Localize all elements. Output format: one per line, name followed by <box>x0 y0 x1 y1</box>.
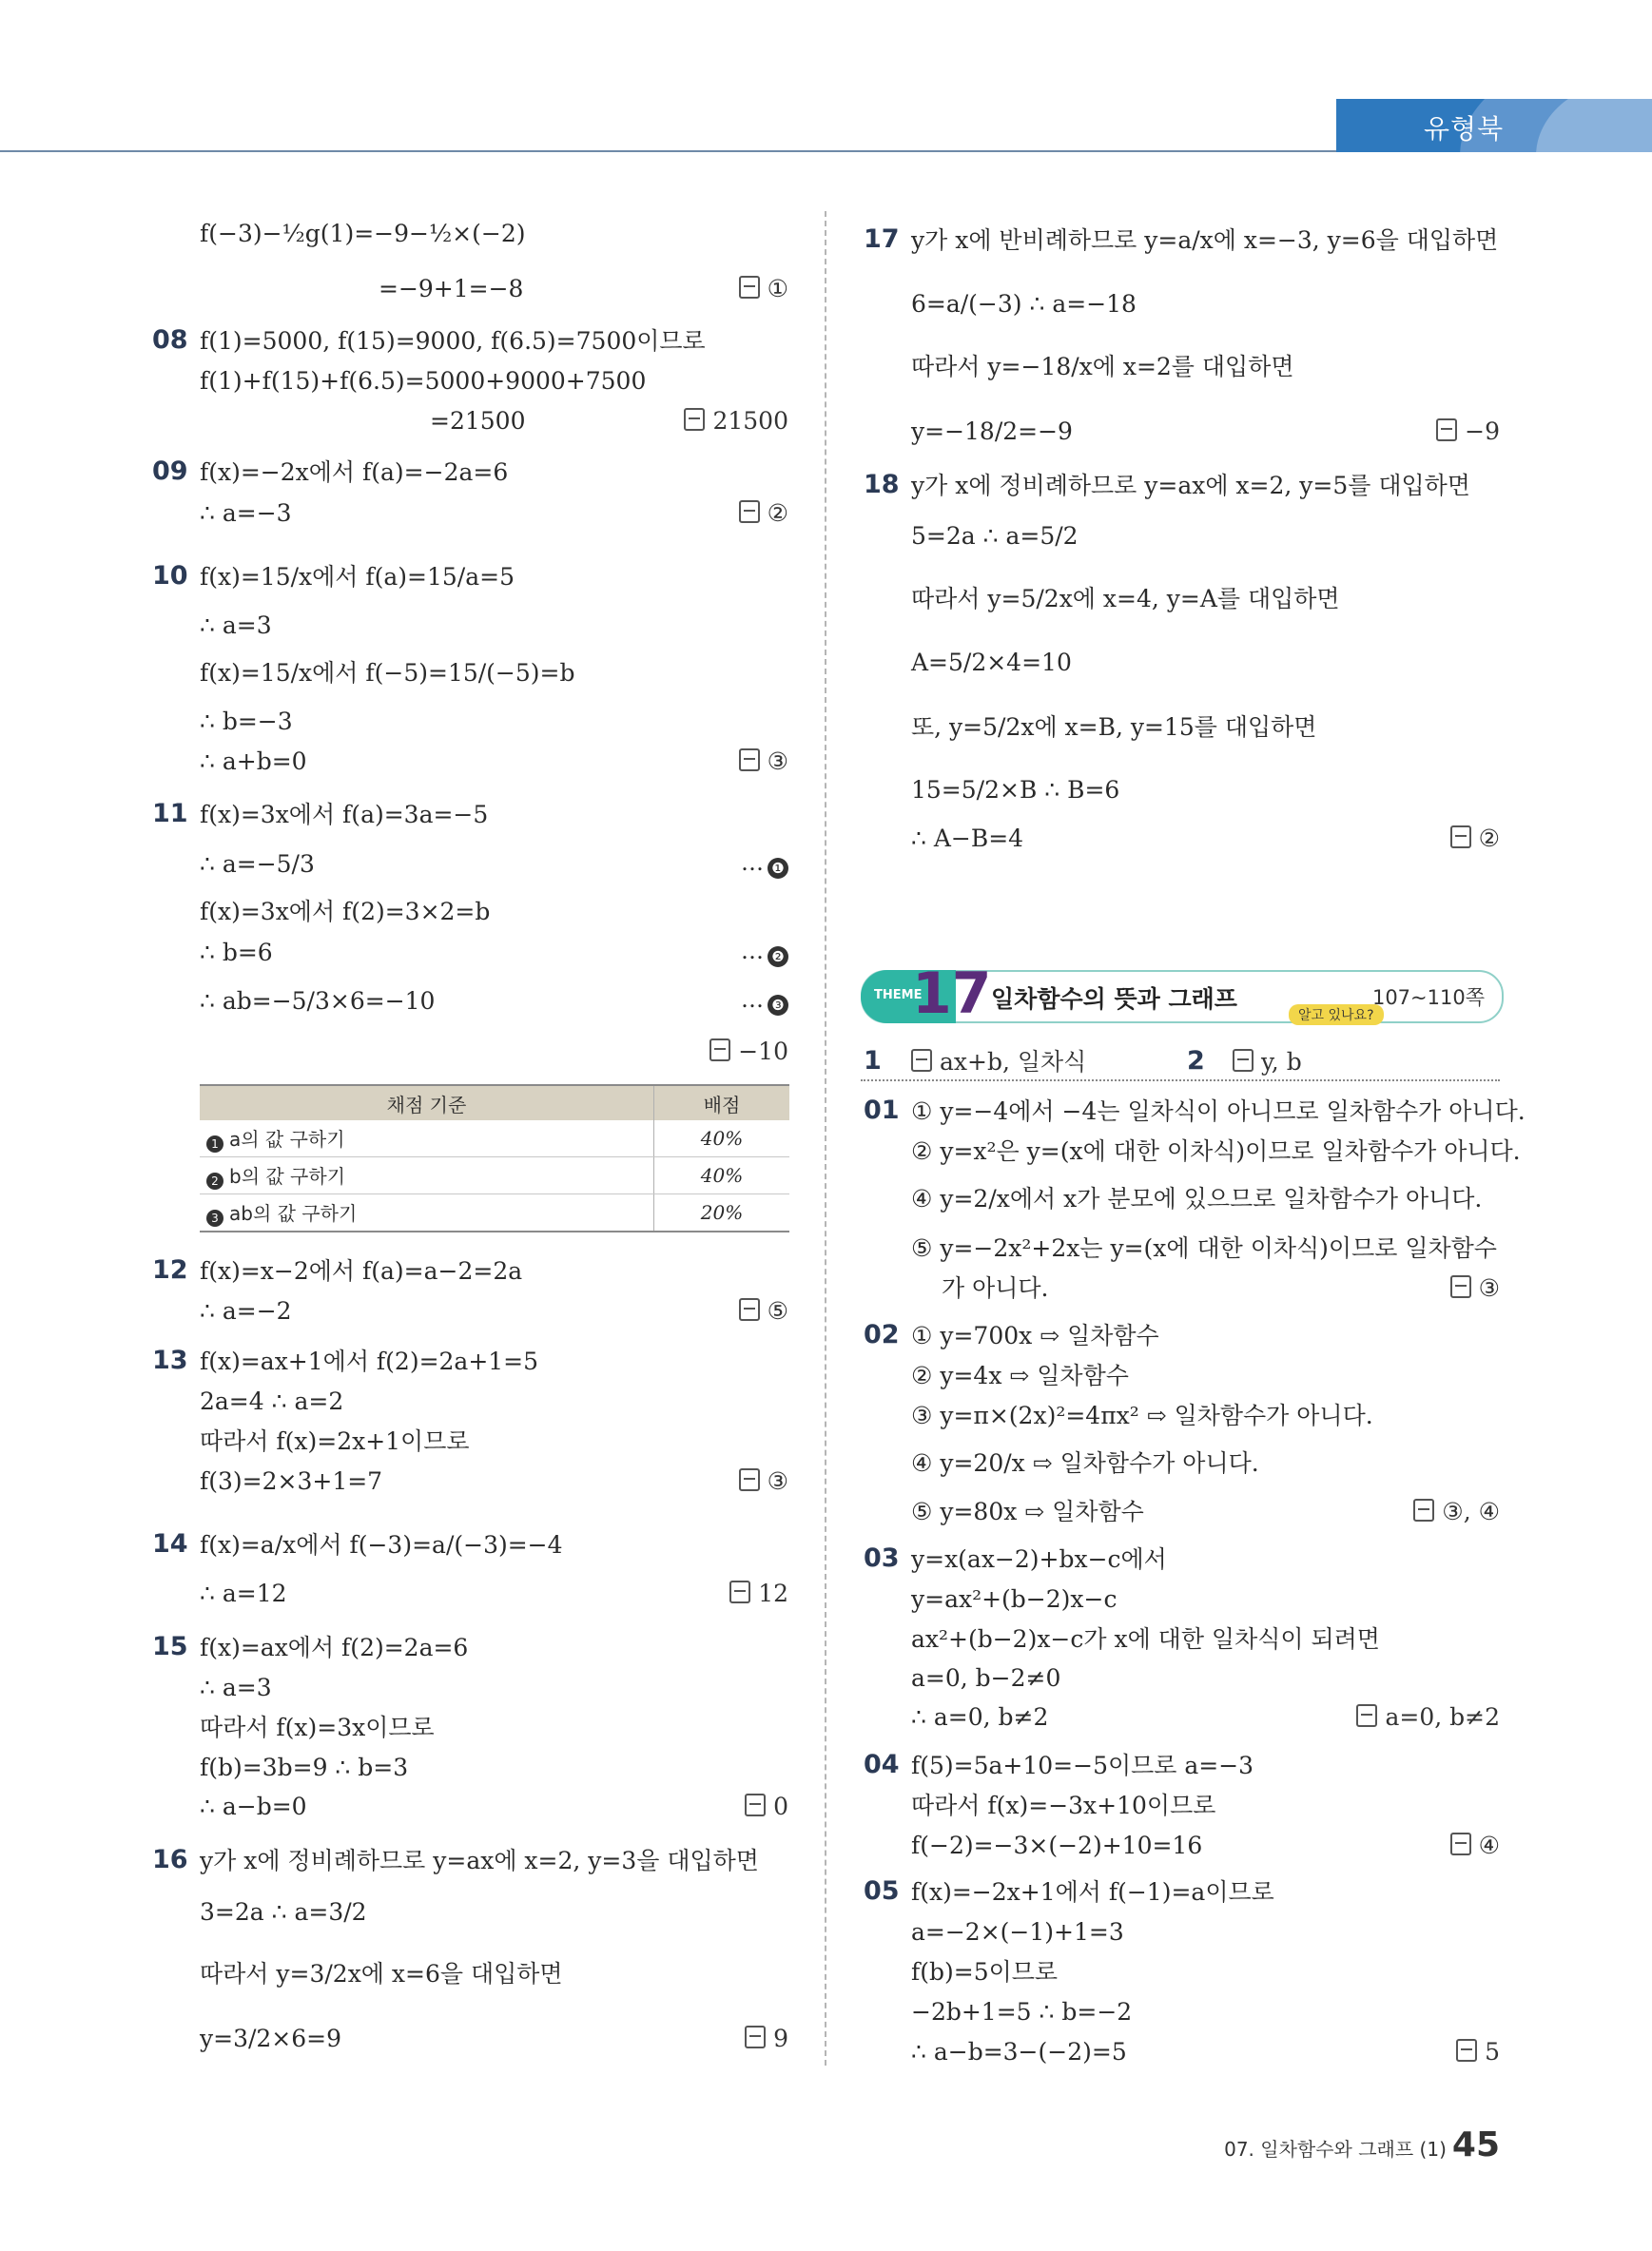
solution-line: y가 x에 반비례하므로 y=a/x에 x=−3, y=6을 대입하면 <box>911 226 1499 254</box>
answer-icon <box>745 1794 766 1816</box>
column-divider <box>825 211 826 2066</box>
answer-icon <box>729 1581 750 1603</box>
theme-title: 일차함수의 뜻과 그래프 <box>991 985 1237 1013</box>
solution-line: 2a=4 ∴ a=2 <box>200 1387 344 1415</box>
solution-line: ∴ a=−5/3 <box>200 850 315 878</box>
solution-line: y=ax²+(b−2)x−c <box>911 1585 1118 1613</box>
solution-line: f(x)=x−2에서 f(a)=a−2=2a <box>200 1257 523 1285</box>
solution-line: f(x)=−2x에서 f(a)=−2a=6 <box>200 458 509 486</box>
scoring-points: 20% <box>654 1194 790 1232</box>
solution-line: 3=2a ∴ a=3/2 <box>200 1898 367 1926</box>
step-ellipsis: … <box>741 938 764 964</box>
step-ellipsis: … <box>741 849 764 876</box>
answer-mark <box>1450 1831 1500 1861</box>
answer-mark <box>709 1037 788 1067</box>
criterion-label: ab의 값 구하기 <box>229 1202 358 1225</box>
answer-mark <box>729 1579 788 1609</box>
solution-line: f(5)=5a+10=−5이므로 a=−3 <box>911 1752 1254 1779</box>
scoring-criterion <box>200 1194 654 1232</box>
answer-mark <box>745 1792 788 1822</box>
solution-line: f(x)=−2x+1에서 f(−1)=a이므로 <box>911 1878 1274 1906</box>
answer-value: y, b <box>1261 1048 1302 1076</box>
problem-number: 09 <box>152 456 188 486</box>
answer-mark <box>911 1047 1086 1077</box>
step-number-icon: ❷ <box>768 946 788 967</box>
solution-line: ∴ a=3 <box>200 1674 272 1701</box>
solution-line: 가 아니다. <box>942 1274 1049 1302</box>
solution-line: ① y=−4에서 −4는 일차식이 아니므로 일차함수가 아니다. <box>911 1097 1526 1125</box>
answer-mark <box>1456 2037 1500 2067</box>
answer-mark <box>739 747 788 777</box>
solution-line: ∴ a=−2 <box>200 1297 292 1325</box>
step-ellipsis: … <box>741 986 764 1013</box>
answer-mark <box>1450 1273 1500 1304</box>
problem-number: 01 <box>864 1096 900 1125</box>
solution-line: ② y=x²은 y=(x에 대한 이차식)이므로 일차함수가 아니다. <box>911 1137 1521 1165</box>
solution-line: ∴ b=−3 <box>200 708 293 735</box>
solution-line: ⑤ y=−2x²+2x는 y=(x에 대한 이차식)이므로 일차함수 <box>911 1234 1497 1262</box>
step-number-icon: 3 <box>206 1210 224 1227</box>
scoring-criterion <box>200 1157 654 1194</box>
answer-value: ③, ④ <box>1442 1498 1500 1525</box>
solution-line: ∴ a−b=0 <box>200 1793 307 1820</box>
problem-number: 1 <box>864 1046 882 1076</box>
solution-line: ③ y=π×(2x)²=4πx² ⇨ 일차함수가 아니다. <box>911 1402 1373 1429</box>
solution-line: f(b)=3b=9 ∴ b=3 <box>200 1754 409 1781</box>
answer-icon <box>739 1298 760 1321</box>
answer-value: 9 <box>773 2025 788 2052</box>
answer-mark <box>1356 1702 1500 1733</box>
solution-line: y=−18/2=−9 <box>911 417 1073 445</box>
answer-mark <box>739 274 788 304</box>
answer-icon <box>1450 1833 1471 1855</box>
solution-line: 5=2a ∴ a=5/2 <box>911 522 1079 550</box>
theme-badge-label: THEME <box>874 988 923 1002</box>
problem-number: 17 <box>864 224 900 254</box>
step-marker <box>741 938 788 967</box>
scoring-table <box>200 1084 789 1232</box>
solution-line: =21500 <box>430 407 526 435</box>
solution-line: ④ y=2/x에서 x가 분모에 있으므로 일차함수가 아니다. <box>911 1185 1483 1213</box>
answer-icon <box>1450 825 1471 848</box>
solution-line: A=5/2×4=10 <box>911 649 1072 676</box>
answer-value: a=0, b≠2 <box>1385 1703 1500 1731</box>
answer-mark <box>1436 417 1500 447</box>
solution-line: ∴ b=6 <box>200 939 273 966</box>
solution-line: ∴ a−b=3−(−2)=5 <box>911 2038 1127 2066</box>
solution-line: ∴ a=3 <box>200 611 272 639</box>
answer-icon <box>1413 1499 1434 1522</box>
chapter-title: 07. 일차함수와 그래프 (1) <box>1224 2138 1447 2161</box>
solution-line: ① y=700x ⇨ 일차함수 <box>911 1322 1159 1349</box>
answer-value: ② <box>1478 825 1500 852</box>
answer-icon <box>739 748 760 771</box>
solution-line: f(x)=ax에서 f(2)=2a=6 <box>200 1634 469 1661</box>
solution-line: 따라서 f(x)=2x+1이므로 <box>200 1427 470 1455</box>
solution-line: 따라서 f(x)=−3x+10이므로 <box>911 1792 1216 1819</box>
answer-value: ② <box>767 499 788 527</box>
problem-number: 18 <box>864 470 900 499</box>
page-footer <box>1224 2125 1500 2164</box>
answer-value: ③ <box>1478 1274 1500 1302</box>
solution-line: f(−2)=−3×(−2)+10=16 <box>911 1832 1203 1859</box>
solution-line: f(x)=ax+1에서 f(2)=2a+1=5 <box>200 1348 539 1375</box>
answer-value: ax+b, 일차식 <box>940 1048 1087 1076</box>
scoring-row <box>200 1157 789 1194</box>
solution-line: f(x)=3x에서 f(2)=3×2=b <box>200 898 491 925</box>
answer-value: 5 <box>1485 2038 1500 2066</box>
answer-icon <box>1356 1704 1377 1727</box>
problem-number: 13 <box>152 1346 188 1375</box>
scoring-header-row <box>200 1085 789 1120</box>
theme-pages: 107~110쪽 <box>1371 986 1485 1009</box>
theme-number: 17 <box>912 961 992 1027</box>
answer-mark <box>739 1296 788 1327</box>
answer-value: 21500 <box>712 407 788 435</box>
answer-value: ③ <box>767 747 788 775</box>
problem-number: 16 <box>152 1845 188 1874</box>
solution-line: f(x)=15/x에서 f(a)=15/a=5 <box>200 563 515 591</box>
solution-line: y=x(ax−2)+bx−c에서 <box>911 1545 1167 1573</box>
answer-value: ⑤ <box>767 1297 788 1325</box>
solution-line: f(x)=15/x에서 f(−5)=15/(−5)=b <box>200 659 575 687</box>
scoring-points: 40% <box>654 1157 790 1194</box>
solution-line: f(3)=2×3+1=7 <box>200 1467 383 1495</box>
solution-line: 6=a/(−3) ∴ a=−18 <box>911 290 1137 318</box>
solution-line: a=−2×(−1)+1=3 <box>911 1918 1124 1946</box>
answer-value: 12 <box>758 1580 788 1607</box>
answer-mark <box>739 1466 788 1497</box>
answer-icon <box>1233 1049 1254 1072</box>
criterion-label: a의 값 구하기 <box>229 1128 345 1151</box>
answer-icon <box>709 1038 730 1061</box>
step-number-icon: 2 <box>206 1173 224 1190</box>
answer-icon <box>745 2026 766 2048</box>
header-rule <box>0 150 1336 152</box>
solution-line: ② y=4x ⇨ 일차함수 <box>911 1362 1129 1389</box>
section-divider <box>861 1079 1500 1081</box>
solution-line: =−9+1=−8 <box>379 275 524 302</box>
solution-line: 따라서 f(x)=3x이므로 <box>200 1714 435 1741</box>
problem-number: 05 <box>864 1876 900 1906</box>
scoring-row <box>200 1194 789 1232</box>
page-number: 45 <box>1451 2125 1500 2164</box>
problem-number: 02 <box>864 1320 900 1349</box>
scoring-criterion <box>200 1120 654 1157</box>
step-number-icon: ❸ <box>768 995 788 1016</box>
answer-value: ③ <box>767 1467 788 1495</box>
solution-line: ∴ a=−3 <box>200 499 292 527</box>
theme-pill: 알고 있나요? <box>1289 1004 1384 1025</box>
answer-icon <box>1436 418 1457 441</box>
problem-number: 04 <box>864 1750 900 1779</box>
solution-line: 따라서 y=5/2x에 x=4, y=A를 대입하면 <box>911 585 1340 612</box>
answer-value: −10 <box>738 1038 788 1065</box>
problem-number: 14 <box>152 1529 188 1559</box>
step-marker <box>741 986 788 1016</box>
problem-number: 2 <box>1187 1046 1205 1076</box>
step-number-icon: ❶ <box>768 858 788 879</box>
solution-line: 15=5/2×B ∴ B=6 <box>911 776 1120 804</box>
solution-line: f(−3)−½g(1)=−9−½×(−2) <box>200 220 526 247</box>
scoring-row <box>200 1120 789 1157</box>
solution-line: f(x)=3x에서 f(a)=3a=−5 <box>200 801 489 828</box>
solution-line: f(1)=5000, f(15)=9000, f(6.5)=7500이므로 <box>200 327 706 355</box>
problem-number: 03 <box>864 1543 900 1573</box>
section-tab <box>1336 99 1652 152</box>
answer-mark <box>1413 1497 1500 1527</box>
step-number-icon: 1 <box>206 1135 224 1153</box>
solution-line: ∴ A−B=4 <box>911 825 1024 852</box>
solution-line: f(x)=a/x에서 f(−3)=a/(−3)=−4 <box>200 1531 563 1559</box>
answer-icon <box>1456 2039 1477 2062</box>
solution-line: a=0, b−2≠0 <box>911 1664 1061 1692</box>
section-tab-label: 유형북 <box>1424 113 1505 145</box>
solution-line: ∴ ab=−5/3×6=−10 <box>200 987 436 1015</box>
solution-line: ④ y=20/x ⇨ 일차함수가 아니다. <box>911 1449 1259 1477</box>
answer-mark <box>745 2024 788 2054</box>
answer-icon <box>684 408 705 431</box>
solution-line: 따라서 y=−18/x에 x=2를 대입하면 <box>911 353 1294 380</box>
answer-value: ① <box>767 275 788 302</box>
solution-line: y=3/2×6=9 <box>200 2025 342 2052</box>
answer-mark <box>739 498 788 529</box>
solution-line: f(1)+f(15)+f(6.5)=5000+9000+7500 <box>200 367 647 395</box>
solution-line: 또, y=5/2x에 x=B, y=15를 대입하면 <box>911 713 1317 741</box>
scoring-points: 40% <box>654 1120 790 1157</box>
problem-number: 15 <box>152 1632 188 1661</box>
solution-line: ⑤ y=80x ⇨ 일차함수 <box>911 1498 1144 1525</box>
answer-icon <box>739 1468 760 1491</box>
problem-number: 08 <box>152 325 188 355</box>
answer-icon <box>739 276 760 299</box>
answer-icon <box>739 500 760 523</box>
solution-line: ∴ a=12 <box>200 1580 287 1607</box>
solution-line: f(b)=5이므로 <box>911 1958 1059 1986</box>
answer-value: −9 <box>1465 417 1500 445</box>
solution-line: ∴ a+b=0 <box>200 747 307 775</box>
solution-line: ax²+(b−2)x−c가 x에 대한 일차식이 되려면 <box>911 1625 1380 1653</box>
scoring-header: 배점 <box>654 1085 790 1120</box>
answer-mark <box>1233 1047 1302 1077</box>
answer-value: 0 <box>773 1793 788 1820</box>
solution-line: y가 x에 정비례하므로 y=ax에 x=2, y=5를 대입하면 <box>911 472 1470 499</box>
solution-line: ∴ a=0, b≠2 <box>911 1703 1049 1731</box>
problem-number: 10 <box>152 561 188 591</box>
answer-icon <box>911 1049 932 1072</box>
criterion-label: b의 값 구하기 <box>229 1165 346 1188</box>
problem-number: 11 <box>152 799 188 828</box>
scoring-header: 채점 기준 <box>200 1085 654 1120</box>
step-marker <box>741 849 788 879</box>
answer-icon <box>1450 1275 1471 1298</box>
theme-header <box>861 961 1504 1027</box>
solution-line: y가 x에 정비례하므로 y=ax에 x=2, y=3을 대입하면 <box>200 1847 759 1874</box>
solution-line: 따라서 y=3/2x에 x=6을 대입하면 <box>200 1960 563 1988</box>
answer-mark <box>1450 824 1500 854</box>
answer-mark <box>684 406 788 437</box>
problem-number: 12 <box>152 1255 188 1285</box>
solution-line: −2b+1=5 ∴ b=−2 <box>911 1998 1133 2026</box>
answer-value: ④ <box>1478 1832 1500 1859</box>
